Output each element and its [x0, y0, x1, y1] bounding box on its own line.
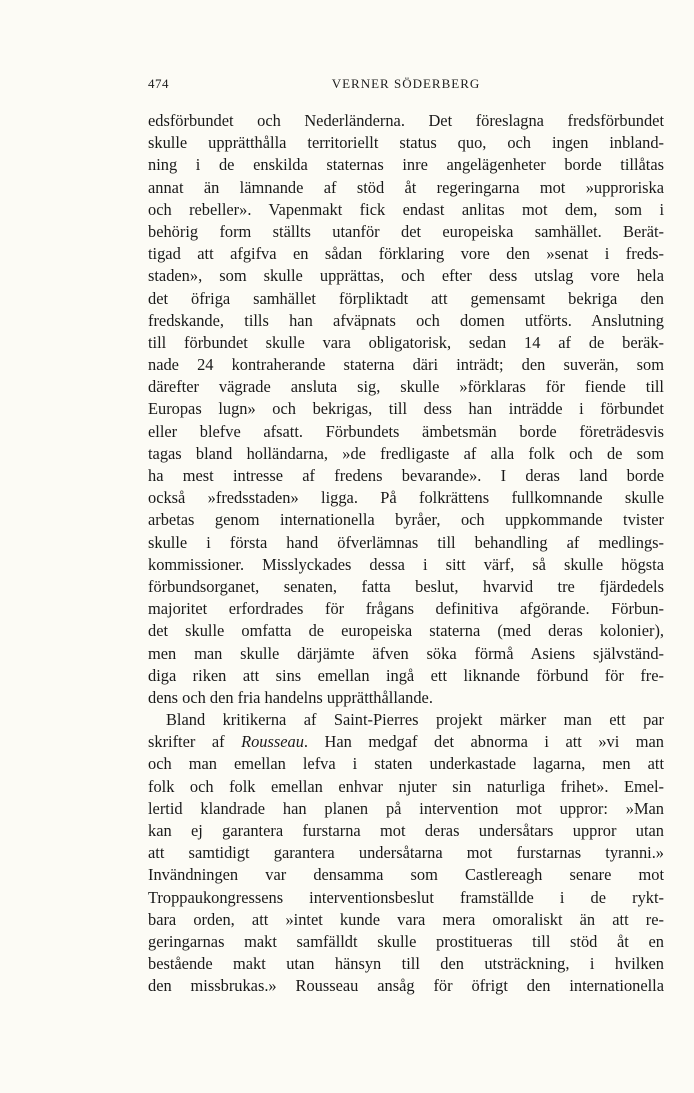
text-line: kommissioner. Misslyckades dessa i sitt värf, så skulle högsta	[148, 554, 664, 574]
text-line: det skulle omfatta de europeiska staterna (med deras kolonier),	[148, 621, 664, 641]
text-line: också »fredsstaden» ligga. På folkrättens fullkomnande skulle	[148, 488, 664, 508]
text-line: tagas bland holländarna, »de fredligaste af alla folk och de som	[148, 443, 664, 463]
text-line: till förbundet skulle vara obligatorisk, sedan 14 af de beräk-	[148, 332, 664, 352]
text-line: att samtidigt garantera undersåtarna mot furstarnas tyranni.»	[148, 843, 664, 863]
text-line: arbetas genom internationella byråer, och uppkommande tvister	[148, 510, 664, 530]
text-line: annat än lämnande af stöd åt regeringarna mot »upproriska	[148, 177, 664, 197]
text-line: ning i de enskilda staternas inre angelägenheter borde tillåtas	[148, 155, 664, 175]
text-line: kan ej garantera furstarna mot deras undersåtars uppror utan	[148, 821, 664, 840]
text-line: skrifter af Rousseau. Han medgaf det abnorma i att »vi man	[148, 732, 664, 752]
text-line: och rebeller». Vapenmakt fick endast anlitas mot dem, som i	[148, 199, 664, 219]
text-line: Invändningen var densamma som Castlereagh senare mot	[148, 865, 664, 885]
text-line: lertid klandrade han planen på intervention mot uppror: »Man	[148, 798, 664, 818]
text-line: nade 24 kontraherande staterna däri inträdt; den suverän, som	[148, 355, 664, 375]
text-line: bara orden, att »intet kunde vara mera omoraliskt än att re-	[148, 909, 664, 929]
text-line: men man skulle därjämte äfven söka förmå Asiens självständ-	[148, 643, 664, 663]
text-line: ha mest intresse af fredens bevarande». I deras land borde	[148, 466, 664, 485]
text-line: bestående makt utan hänsyn till den utsträckning, i hvilken	[148, 954, 664, 974]
page-header	[148, 76, 664, 98]
text-line: majoritet erfordrades för frågans definitiva afgörande. Förbun-	[148, 599, 664, 619]
page-number: 474	[148, 76, 169, 91]
text-line: behörig form ställts utanför det europeiska samhället. Berät-	[148, 221, 664, 241]
text-line: fredskande, tills han afväpnats och domen utförts. Anslutning	[148, 310, 664, 330]
text-line: och man emellan lefva i staten underkastade lagarna, men att	[148, 754, 664, 774]
text-line: geringarnas makt samfälldt skulle prostitueras till stöd åt en	[148, 931, 664, 951]
text-line: eller blefve afsatt. Förbundets ämbetsmän borde företrädesvis	[148, 421, 664, 441]
running-head: VERNER SÖDERBERG	[331, 76, 481, 91]
text-line: dens och den fria handelns upprätthållande.	[148, 687, 433, 707]
text-line: edsförbundet och Nederländerna. Det föreslagna fredsförbundet	[148, 111, 664, 130]
text-line: staden», som skulle upprättas, och efter dess utslag vore hela	[148, 266, 664, 286]
text-line: skulle upprätthålla territoriellt status quo, och ingen inbland-	[148, 133, 664, 153]
text-line: folk och folk emellan enhvar njuter sin naturliga frihet». Emel-	[148, 776, 664, 796]
text-line: därefter vägrade ansluta sig, skulle »förklaras för fiende till	[148, 377, 664, 397]
italic-name: Rousseau	[241, 732, 304, 752]
text-line: skulle i första hand öfverlämnas till behandling af medlings-	[148, 532, 664, 552]
text-line: den missbrukas.» Rousseau ansåg för öfrigt den internationella	[148, 976, 664, 996]
text-line: tigad att afgifva en sådan förklaring vore den »senat i freds-	[148, 244, 664, 264]
text-line: förbundsorganet, senaten, fatta beslut, hvarvid tre fjärdedels	[148, 576, 664, 596]
text-line: det öfriga samhället förpliktadt att gemensamt bekriga den	[148, 288, 664, 308]
body-text	[148, 110, 664, 998]
text-line: Troppaukongressens interventionsbeslut framställde i de rykt-	[148, 887, 664, 907]
text-line: Europas lugn» och bekrigas, till dess han inträdde i förbundet	[148, 399, 664, 419]
text-line: Bland kritikerna af Saint-Pierres projekt märker man ett par	[166, 710, 664, 730]
text-line: diga riken att sins emellan ingå ett liknande förbund för fre-	[148, 665, 664, 685]
